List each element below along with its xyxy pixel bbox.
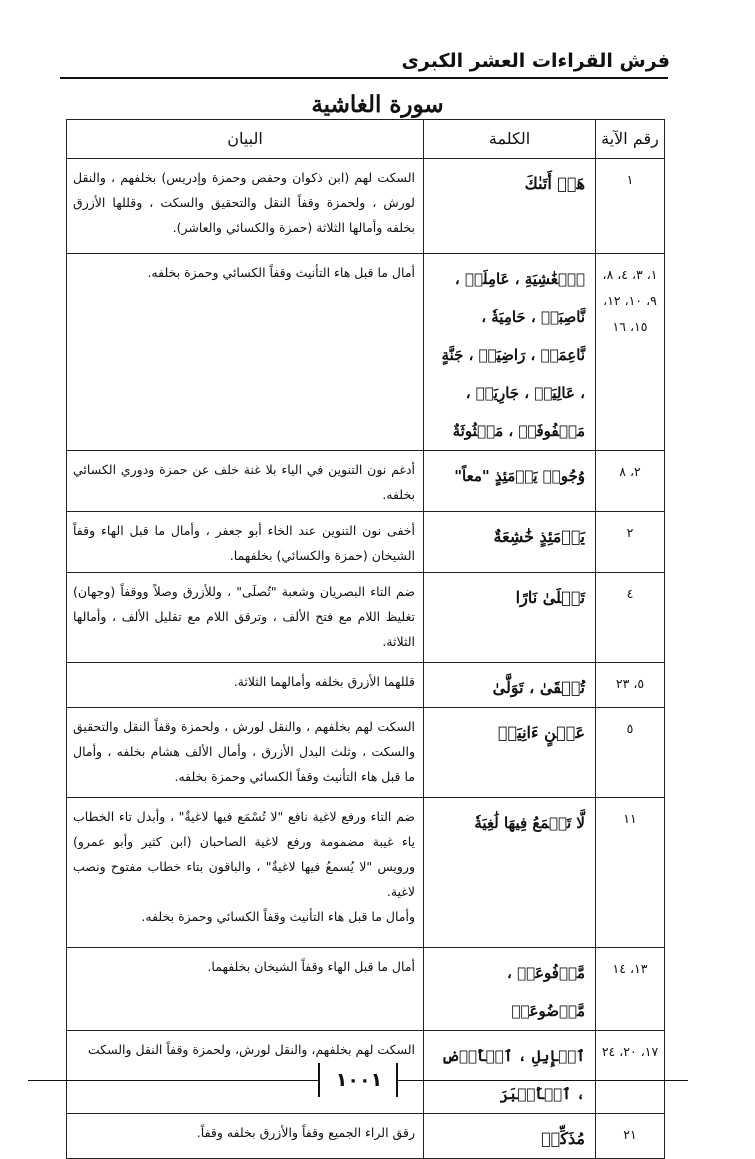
word-cell: تُسۡقَىٰ ، تَوَلَّىٰ [424, 663, 596, 708]
bayan-cell: ضم التاء البصريان وشعبة "تُصلَى" ، وللأزرق وصلاً ووقفاً (وجهان) تغليظ اللام مع فتح الألف ، وترقق اللام مع تقليل الألف ، وأمالها الثلاثة. [67, 573, 424, 663]
column-header-ayah: رقم الآية [596, 120, 665, 159]
bayan-cell [67, 798, 424, 948]
table-row [67, 573, 665, 663]
table-row [67, 451, 665, 512]
bayan-paragraph: وأمال ما قبل هاء التأنيث وقفاً الكسائي وحمزة بخلفه. [141, 909, 415, 924]
qiraat-table [66, 119, 665, 1159]
table-row [67, 159, 665, 254]
bayan-cell: السكت لهم بخلفهم، والنقل لورش، ولحمزة وقفاً النقل والسكت [67, 1031, 424, 1114]
footer-rule-right [398, 1080, 688, 1081]
table-row [67, 663, 665, 708]
ayah-number-cell: ١٧، ٢٠، ٢٤ [596, 1031, 665, 1114]
column-header-bayan: البيان [67, 120, 424, 159]
ayah-number-cell: ٢، ٨ [596, 451, 665, 512]
table-row [67, 1114, 665, 1159]
table-row [67, 798, 665, 948]
page-number: ١٠٠١ [335, 1069, 383, 1091]
surah-title: سورة الغاشية [311, 91, 444, 118]
bayan-cell: أمال ما قبل الهاء وقفاً الشيخان بخلفهما. [67, 948, 424, 1031]
ayah-number-cell: ٥ [596, 708, 665, 798]
ayah-number-cell: ١ [596, 159, 665, 254]
footer-rule-left [28, 1080, 320, 1081]
bayan-cell: أمال ما قبل هاء التأنيث وقفاً الكسائي وحمزة بخلفه. [67, 254, 424, 451]
bayan-cell: قللهما الأزرق بخلفه وأمالهما الثلاثة. [67, 663, 424, 708]
table-header-row [67, 120, 665, 159]
word-cell: يَوۡمَئِذٍ خَٰشِعَةٌ [424, 512, 596, 573]
ayah-number-cell: ٢ [596, 512, 665, 573]
bayan-paragraph: ضم التاء ورفع لاغية نافع "لا تُسْمَع فيها لاغيةٌ" ، وأبدل تاء الخطاب ياء غيبة مضمومة ورفع لاغية الصاحبان (ابن كثير وأبو عمرو) ورويس "لا يُسمعُ فيها لاغيةٌ" ، والباقون بتاء خطاب مفتوح ونصب لاغية. [73, 809, 415, 899]
word-cell: تَصۡلَىٰ نَارًا [424, 573, 596, 663]
word-cell: ٱلۡإِبِلِ ، ٱلۡأَرۡضِ ، ٱلۡأَكۡبَرَ [424, 1031, 596, 1114]
table-row [67, 948, 665, 1031]
word-cell: وُجُوهٞ يَوۡمَئِذٍ "معاً" [424, 451, 596, 512]
word-cell: هَلۡ أَتَىٰكَ [424, 159, 596, 254]
word-cell: لَّا تَسۡمَعُ فِيهَا لَٰغِيَةٗ [424, 798, 596, 948]
word-cell: ٱلۡغَٰشِيَةِ ، عَامِلَةٞ ، نَّاصِبَةٞ ، حَامِيَةٗ ، نَّاعِمَةٞ ، رَاضِيَةٞ ، جَنَّةٍ ، عَالِيَةٖ ، جَارِيَةٞ ، مَصۡفُوفَةٞ ، مَبۡثُوثَةٌ [424, 254, 596, 451]
word-cell: مُذَكِّرٞ [424, 1114, 596, 1159]
ayah-number-cell: ٥، ٢٣ [596, 663, 665, 708]
ayah-number-cell: ٢١ [596, 1114, 665, 1159]
ayah-number-cell: ١١ [596, 798, 665, 948]
ayah-number-cell: ١٣، ١٤ [596, 948, 665, 1031]
ayah-number-cell: ١، ٣، ٤، ٨، ٩، ١٠، ١٢، ١٥، ١٦ [596, 254, 665, 451]
table-row [67, 512, 665, 573]
word-cell: عَيۡنٍ ءَانِيَةٖ [424, 708, 596, 798]
word-cell: مَّرۡفُوعَةٞ ، مَّوۡضُوعَةٞ [424, 948, 596, 1031]
column-header-word: الكلمة [424, 120, 596, 159]
bayan-cell: أدغم نون التنوين في الياء بلا غنة خلف عن حمزة ودوري الكسائي بخلفه. [67, 451, 424, 512]
table-row [67, 254, 665, 451]
ayah-number-cell: ٤ [596, 573, 665, 663]
bayan-cell: السكت لهم بخلفهم ، والنقل لورش ، ولحمزة وقفاً النقل والتحقيق والسكت ، وثلث البدل الأزرق ، وأمال الألف هشام بخلفه ، وأمال ما قبل هاء التأنيث وقفاً الكسائي وحمزة بخلفه. [67, 708, 424, 798]
bayan-cell: رقق الراء الجميع وقفاً والأزرق بخلفه وقفاً. [67, 1114, 424, 1159]
table-row [67, 708, 665, 798]
bayan-cell: أخفى نون التنوين عند الخاء أبو جعفر ، وأمال ما قبل الهاء وقفاً الشيخان (حمزة والكسائي) بخلفهما. [67, 512, 424, 573]
bayan-cell: السكت لهم (ابن ذكوان وحفص وحمزة وإدريس) بخلفهم ، والنقل لورش ، ولحمزة وقفاً النقل والتحقيق والسكت ، وقللها الأزرق بخلفه وأمالها الثلاثة (حمزة والكسائي والعاشر). [67, 159, 424, 254]
header-rule [60, 77, 668, 79]
running-header: فرش القراءات العشر الكبرى [401, 50, 670, 72]
